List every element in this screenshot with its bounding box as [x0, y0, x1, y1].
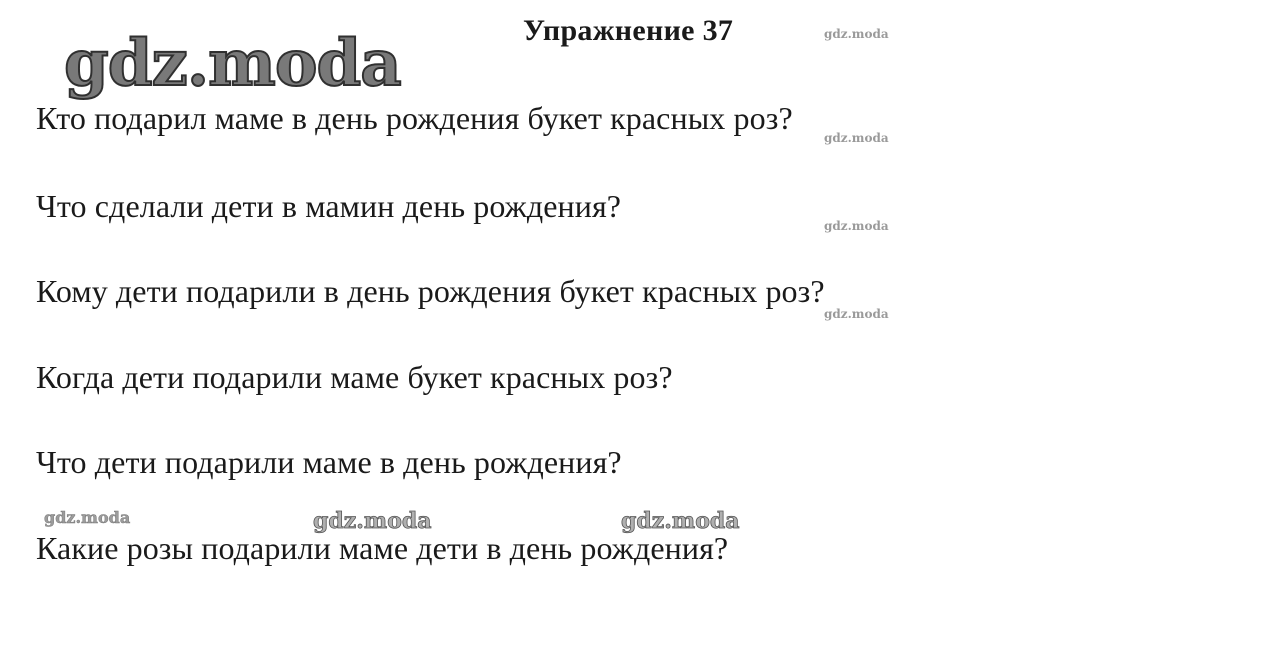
watermark-small: gdz.moda: [313, 508, 432, 534]
question-line: Какие розы подарили маме дети в день рождения?: [36, 530, 729, 566]
watermark-small: gdz.moda: [824, 131, 889, 145]
question-line: Что сделали дети в мамин день рождения?: [36, 188, 622, 224]
watermark-small: gdz.moda: [44, 508, 131, 527]
watermark-logo: gdz.moda: [64, 26, 401, 101]
watermark-small: gdz.moda: [824, 307, 889, 321]
question-line: Когда дети подарили маме букет красных роз?: [36, 359, 673, 395]
question-line: Кто подарил маме в день рождения букет красных роз?: [36, 100, 793, 136]
exercise-title: Упражнение 37: [523, 14, 734, 47]
watermark-small: gdz.moda: [621, 508, 740, 534]
question-line: Что дети подарили маме в день рождения?: [36, 444, 622, 480]
question-line: Кому дети подарили в день рождения букет красных роз?: [36, 273, 825, 309]
watermark-small: gdz.moda: [824, 27, 889, 41]
watermark-small: gdz.moda: [824, 219, 889, 233]
